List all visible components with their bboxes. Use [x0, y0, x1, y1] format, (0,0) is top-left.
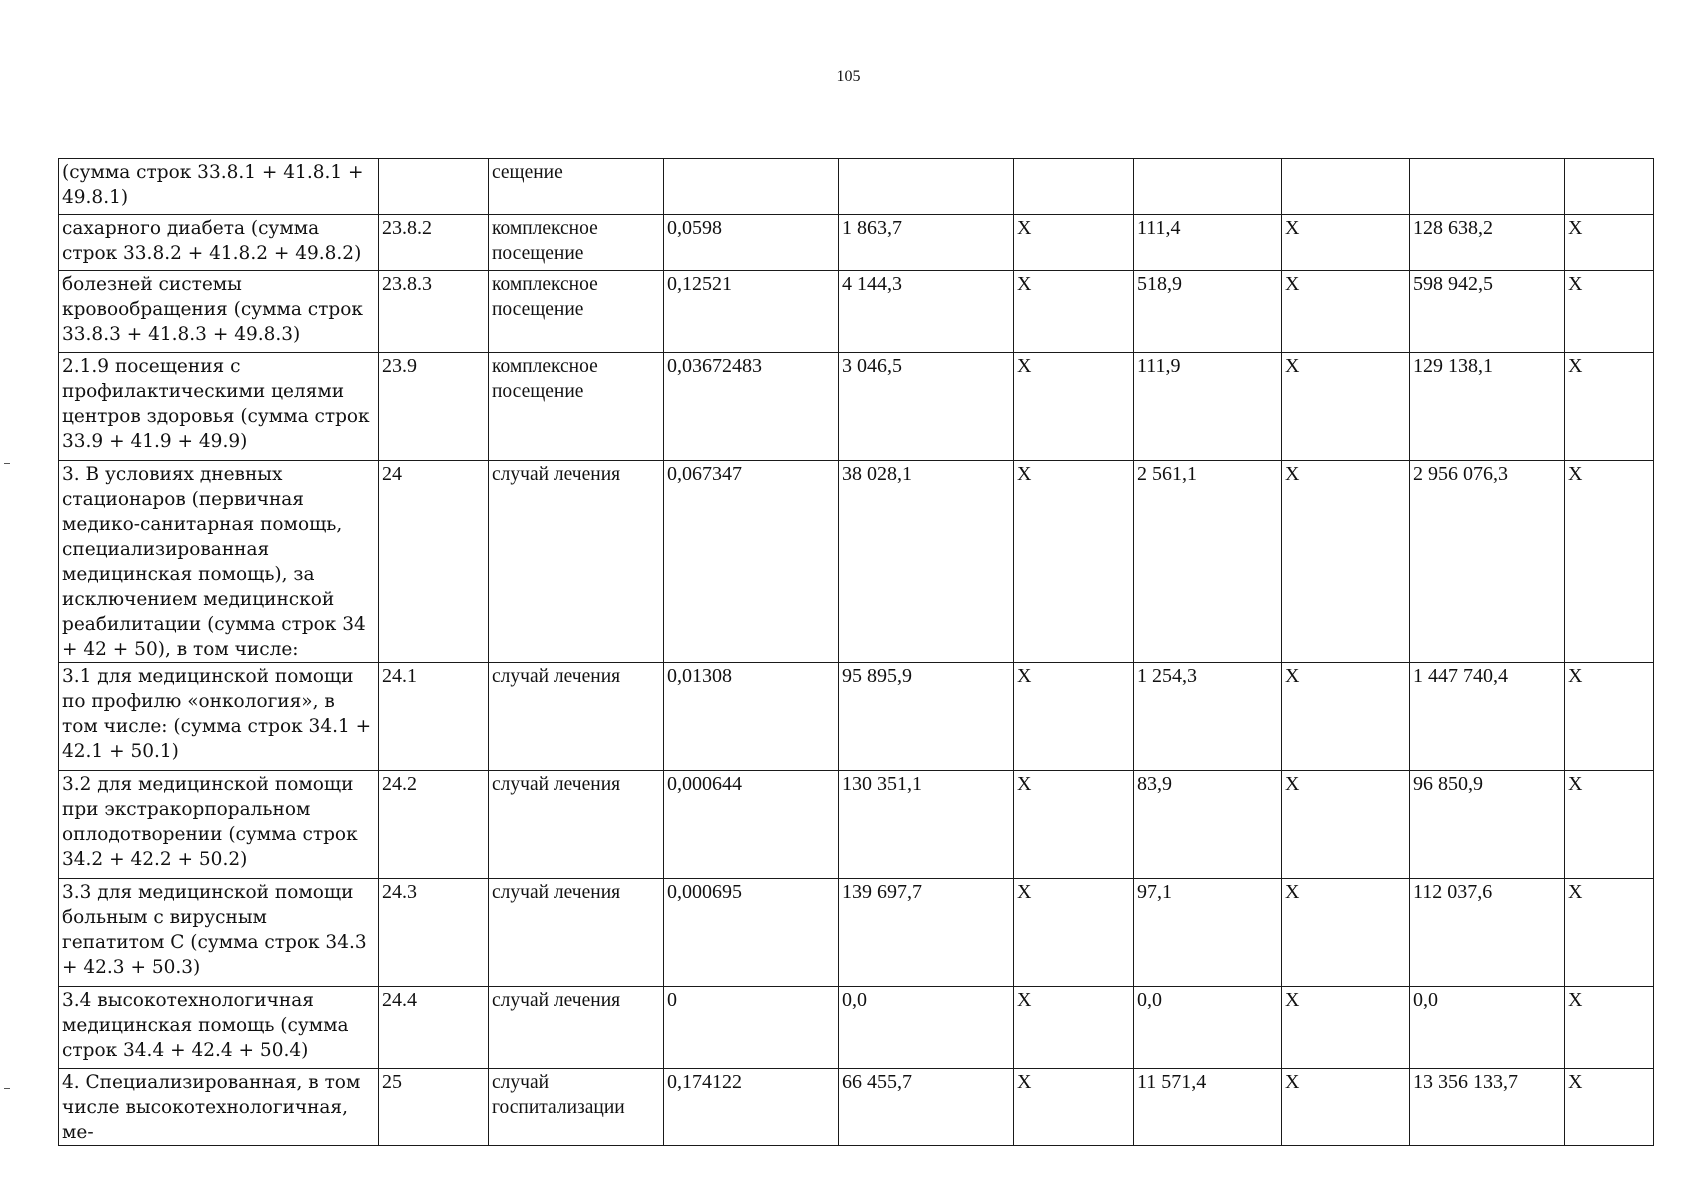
per-capita-cell: 518,9: [1134, 271, 1282, 353]
cost-norm-cell: 0,0: [839, 987, 1014, 1069]
unit-cell: случай лечения: [489, 663, 664, 771]
line-number-cell: 24.1: [379, 663, 489, 771]
data-table: [58, 158, 1654, 1146]
per-capita-cell: 97,1: [1134, 879, 1282, 987]
x-cell: X: [1014, 461, 1134, 663]
x-cell: X: [1282, 771, 1410, 879]
indicator-name-cell: (сумма строк 33.8.1 + 41.8.1 + 49.8.1): [59, 159, 379, 215]
volume-norm-cell: 0,0598: [664, 215, 839, 271]
x-cell: X: [1014, 663, 1134, 771]
per-capita-cell: 2 561,1: [1134, 461, 1282, 663]
unit-cell: комплексное посещение: [489, 215, 664, 271]
x-cell: [1282, 159, 1410, 215]
total-cost-cell: 96 850,9: [1410, 771, 1565, 879]
table-row: [59, 215, 1654, 271]
total-cost-cell: 128 638,2: [1410, 215, 1565, 271]
line-number-cell: 24.2: [379, 771, 489, 879]
x-cell: X: [1565, 461, 1654, 663]
table-row: [59, 663, 1654, 771]
unit-cell: комплексное посещение: [489, 353, 664, 461]
x-cell: X: [1565, 663, 1654, 771]
x-cell: X: [1282, 879, 1410, 987]
cost-norm-cell: 38 028,1: [839, 461, 1014, 663]
indicator-name-cell: болезней системы кровообращения (сумма строк 33.8.3 + 41.8.3 + 49.8.3): [59, 271, 379, 353]
line-number-cell: [379, 159, 489, 215]
cost-norm-cell: 130 351,1: [839, 771, 1014, 879]
table-row: [59, 879, 1654, 987]
indicator-name-cell: 2.1.9 посещения с профилактическими целями центров здоровья (сумма строк 33.9 + 41.9 + 49.9): [59, 353, 379, 461]
volume-norm-cell: 0,000644: [664, 771, 839, 879]
per-capita-cell: 111,9: [1134, 353, 1282, 461]
volume-norm-cell: 0,03672483: [664, 353, 839, 461]
x-cell: X: [1014, 215, 1134, 271]
line-number-cell: 24.3: [379, 879, 489, 987]
cost-norm-cell: 4 144,3: [839, 271, 1014, 353]
x-cell: X: [1014, 271, 1134, 353]
per-capita-cell: 0,0: [1134, 987, 1282, 1069]
indicator-name-cell: 3.4 высокотехнологичная медицинская помощь (сумма строк 34.4 + 42.4 + 50.4): [59, 987, 379, 1069]
volume-norm-cell: 0,000695: [664, 879, 839, 987]
volume-norm-cell: [664, 159, 839, 215]
unit-cell: случай лечения: [489, 987, 664, 1069]
total-cost-cell: 129 138,1: [1410, 353, 1565, 461]
table-row: [59, 1069, 1654, 1146]
total-cost-cell: 13 356 133,7: [1410, 1069, 1565, 1146]
volume-norm-cell: 0,174122: [664, 1069, 839, 1146]
table-row: [59, 353, 1654, 461]
x-cell: X: [1014, 353, 1134, 461]
x-cell: X: [1014, 879, 1134, 987]
page-number: 105: [836, 68, 861, 85]
total-cost-cell: 0,0: [1410, 987, 1565, 1069]
cost-norm-cell: 139 697,7: [839, 879, 1014, 987]
per-capita-cell: 111,4: [1134, 215, 1282, 271]
table-row: [59, 461, 1654, 663]
line-number-cell: 23.9: [379, 353, 489, 461]
total-cost-cell: 2 956 076,3: [1410, 461, 1565, 663]
volume-norm-cell: 0: [664, 987, 839, 1069]
cost-norm-cell: [839, 159, 1014, 215]
line-number-cell: 24: [379, 461, 489, 663]
x-cell: X: [1282, 461, 1410, 663]
indicator-name-cell: 3. В условиях дневных стационаров (первичная медико-санитарная помощь, специализированная медицинская помощь), за исключением медицинской реабилитации (сумма строк 34 + 42 + 50), в том числе:: [59, 461, 379, 663]
unit-cell: случай лечения: [489, 771, 664, 879]
per-capita-cell: 1 254,3: [1134, 663, 1282, 771]
x-cell: X: [1282, 271, 1410, 353]
volume-norm-cell: 0,01308: [664, 663, 839, 771]
x-cell: X: [1565, 353, 1654, 461]
total-cost-cell: 1 447 740,4: [1410, 663, 1565, 771]
x-cell: X: [1014, 1069, 1134, 1146]
x-cell: X: [1014, 987, 1134, 1069]
table-row: [59, 771, 1654, 879]
x-cell: [1014, 159, 1134, 215]
volume-norm-cell: 0,067347: [664, 461, 839, 663]
indicator-name-cell: сахарного диабета (сумма строк 33.8.2 + 41.8.2 + 49.8.2): [59, 215, 379, 271]
cost-norm-cell: 95 895,9: [839, 663, 1014, 771]
x-cell: X: [1014, 771, 1134, 879]
x-cell: X: [1565, 1069, 1654, 1146]
x-cell: [1565, 159, 1654, 215]
unit-cell: комплексное посещение: [489, 271, 664, 353]
line-number-cell: 24.4: [379, 987, 489, 1069]
line-number-cell: 25: [379, 1069, 489, 1146]
indicator-name-cell: 3.3 для медицинской помощи больным с вирусным гепатитом С (сумма строк 34.3 + 42.3 + 50.3): [59, 879, 379, 987]
x-cell: X: [1282, 353, 1410, 461]
x-cell: X: [1565, 215, 1654, 271]
indicator-name-cell: 4. Специализированная, в том числе высокотехнологичная, ме-: [59, 1069, 379, 1146]
x-cell: X: [1565, 987, 1654, 1069]
cost-norm-cell: 1 863,7: [839, 215, 1014, 271]
volume-norm-cell: 0,12521: [664, 271, 839, 353]
x-cell: X: [1565, 879, 1654, 987]
indicator-name-cell: 3.2 для медицинской помощи при экстракорпоральном оплодотворении (сумма строк 34.2 + 42.2 + 50.2): [59, 771, 379, 879]
total-cost-cell: 112 037,6: [1410, 879, 1565, 987]
per-capita-cell: [1134, 159, 1282, 215]
total-cost-cell: 598 942,5: [1410, 271, 1565, 353]
unit-cell: случай лечения: [489, 879, 664, 987]
table-row: [59, 987, 1654, 1069]
table-row: [59, 159, 1654, 215]
x-cell: X: [1282, 1069, 1410, 1146]
x-cell: X: [1565, 271, 1654, 353]
cost-norm-cell: 3 046,5: [839, 353, 1014, 461]
per-capita-cell: 83,9: [1134, 771, 1282, 879]
unit-cell: сещение: [489, 159, 664, 215]
indicator-name-cell: 3.1 для медицинской помощи по профилю «онкология», в том числе: (сумма строк 34.1 + 42.1 + 50.1): [59, 663, 379, 771]
line-number-cell: 23.8.3: [379, 271, 489, 353]
line-number-cell: 23.8.2: [379, 215, 489, 271]
x-cell: X: [1282, 663, 1410, 771]
margin-mark: [4, 1088, 10, 1089]
total-cost-cell: [1410, 159, 1565, 215]
margin-mark: [4, 463, 10, 464]
unit-cell: случай лечения: [489, 461, 664, 663]
table-row: [59, 271, 1654, 353]
x-cell: X: [1282, 987, 1410, 1069]
x-cell: X: [1565, 771, 1654, 879]
x-cell: X: [1282, 215, 1410, 271]
per-capita-cell: 11 571,4: [1134, 1069, 1282, 1146]
cost-norm-cell: 66 455,7: [839, 1069, 1014, 1146]
unit-cell: случай госпитализации: [489, 1069, 664, 1146]
